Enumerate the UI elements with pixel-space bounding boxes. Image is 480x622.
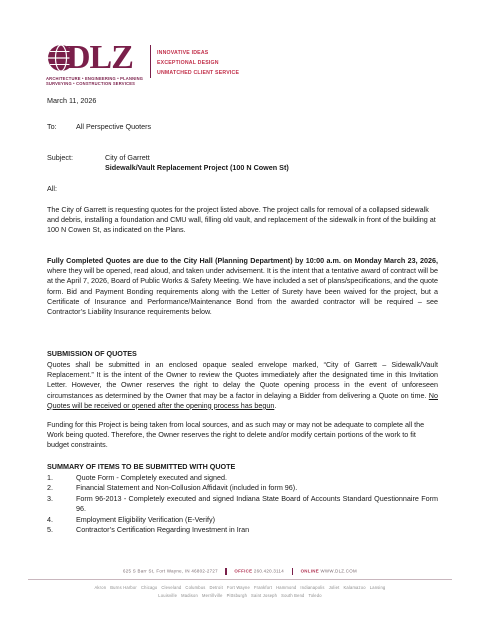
logo-tagline-2: SURVEYING • CONSTRUCTION SERVICES xyxy=(46,81,136,86)
salutation: All: xyxy=(47,184,57,193)
list-item-number: 2. xyxy=(47,483,53,492)
footer-address: 625 S Barr St, Fort Wayne, IN 46802-2727 xyxy=(123,568,218,574)
list-item-number: 1. xyxy=(47,473,53,482)
footer-divider xyxy=(292,568,294,575)
list-item-text: Quote Form - Completely executed and signed. xyxy=(76,473,228,482)
footer-divider xyxy=(225,568,227,575)
paragraph-funding: Funding for this Project is being taken from local sources, and as such may or may not be adequate to complete all the Work being quoted. Therefore, the Owner reserves the right to delete and/or modify certain portions of the work to fit budget constraints. xyxy=(47,420,425,450)
due-date-bold: Fully Completed Quotes are due to the City Hall (Planning Department) by 10:00 a.m. on Monday March 23, 2026, xyxy=(47,256,438,265)
due-date-rest: where they will be opened, read aloud, and taken under advisement. It is the intent that a tentative award of contract will be at the April 7, 2026, Board of Public Works & Safety Meeting. We have included a set of plans/specifications, and the quote form. Bid and Payment Bonding requirements along with the Letter of Surety have been waived for the project, but a Certificate of Insurance and Performance/Maintenance Bond from the awarded contractor will be required – see Contractor’s Liability Insurance requirements below. xyxy=(47,266,438,317)
section-heading-summary: SUMMARY OF ITEMS TO BE SUBMITTED WITH QUOTE xyxy=(47,462,236,471)
list-item-number: 4. xyxy=(47,515,53,524)
logo-tagline-1: ARCHITECTURE • ENGINEERING • PLANNING xyxy=(46,76,144,81)
footer-office-phone: 260.420.3114 xyxy=(253,568,284,574)
letter-date: March 11, 2026 xyxy=(47,96,97,105)
slogan-1: INNOVATIVE IDEAS xyxy=(157,50,209,56)
to-value: All Perspective Quoters xyxy=(76,122,152,131)
list-item-number: 5. xyxy=(47,525,53,534)
submission-end: . xyxy=(274,400,277,410)
paragraph-intro: The City of Garrett is requesting quotes for the project listed above. The project calls for removal of a collapsed sidewalk and debris, installing a foundation and CMU wall, filling old vault, and replacement of the sidewalk in front of the building at 100 N Cowen St, as indicated on the Plans. xyxy=(47,205,436,235)
footer-address-line xyxy=(0,568,480,575)
dlz-logo-text: DLZ xyxy=(66,39,133,76)
paragraph-due-date xyxy=(47,256,438,317)
list-item-text: Employment Eligibility Verification (E-Verify) xyxy=(76,515,216,524)
paragraph-submission xyxy=(47,360,438,411)
footer-cities-1: Akron Burns Harbor Chicago Cleveland Columbus Detroit Fort Wayne Frankfort Hammond Indianapolis Joliet Kalamazoo Lansing xyxy=(94,585,386,590)
submission-underline: No Quotes will be received or opened after the opening process has begun xyxy=(47,390,438,410)
submission-text: Quotes shall be submitted in an enclosed opaque sealed envelope marked, “City of Garrett – Sidewalk/Vault Replacement.” It is the intent of the Owner to review the Quotes immediately after the designated time in this Invitation Letter. However, the Owner reserves the right to delay the Quote opening process in the event of unforeseen circumstances as determined by the Owner that may be a factor in delaying a Bidder from delivering a Quote on time. xyxy=(47,360,438,400)
list-item-text: Contractor’s Certification Regarding Investment in Iran xyxy=(76,525,250,534)
list-item-text: Form 96-2013 - Completely executed and signed Indiana State Board of Accounts Standard Questionnaire Form 96. xyxy=(76,494,438,514)
list-item-number: 3. xyxy=(47,494,53,503)
header-divider xyxy=(150,45,151,78)
slogan-3: UNMATCHED CLIENT SERVICE xyxy=(157,70,240,76)
subject-label: Subject: xyxy=(47,153,73,162)
to-label: To: xyxy=(47,122,57,131)
footer-cities-2: Louisville Madison Merrillville Pittsburgh Saint Joseph South Bend Toledo xyxy=(158,593,322,598)
subject-line-2: Sidewalk/Vault Replacement Project (100 N Cowen St) xyxy=(105,163,289,172)
slogan-2: EXCEPTIONAL DESIGN xyxy=(157,60,219,66)
list-item-text: Financial Statement and Non-Collusion Affidavit (included in form 96). xyxy=(76,483,298,492)
subject-line-1: City of Garrett xyxy=(105,153,150,162)
section-heading-submission: SUBMISSION OF QUOTES xyxy=(47,349,137,358)
footer-online-label: ONLINE xyxy=(300,568,319,574)
footer-office-label: OFFICE xyxy=(234,568,253,574)
footer-rule xyxy=(28,579,452,580)
footer-website: WWW.DLZ.COM xyxy=(320,568,357,574)
